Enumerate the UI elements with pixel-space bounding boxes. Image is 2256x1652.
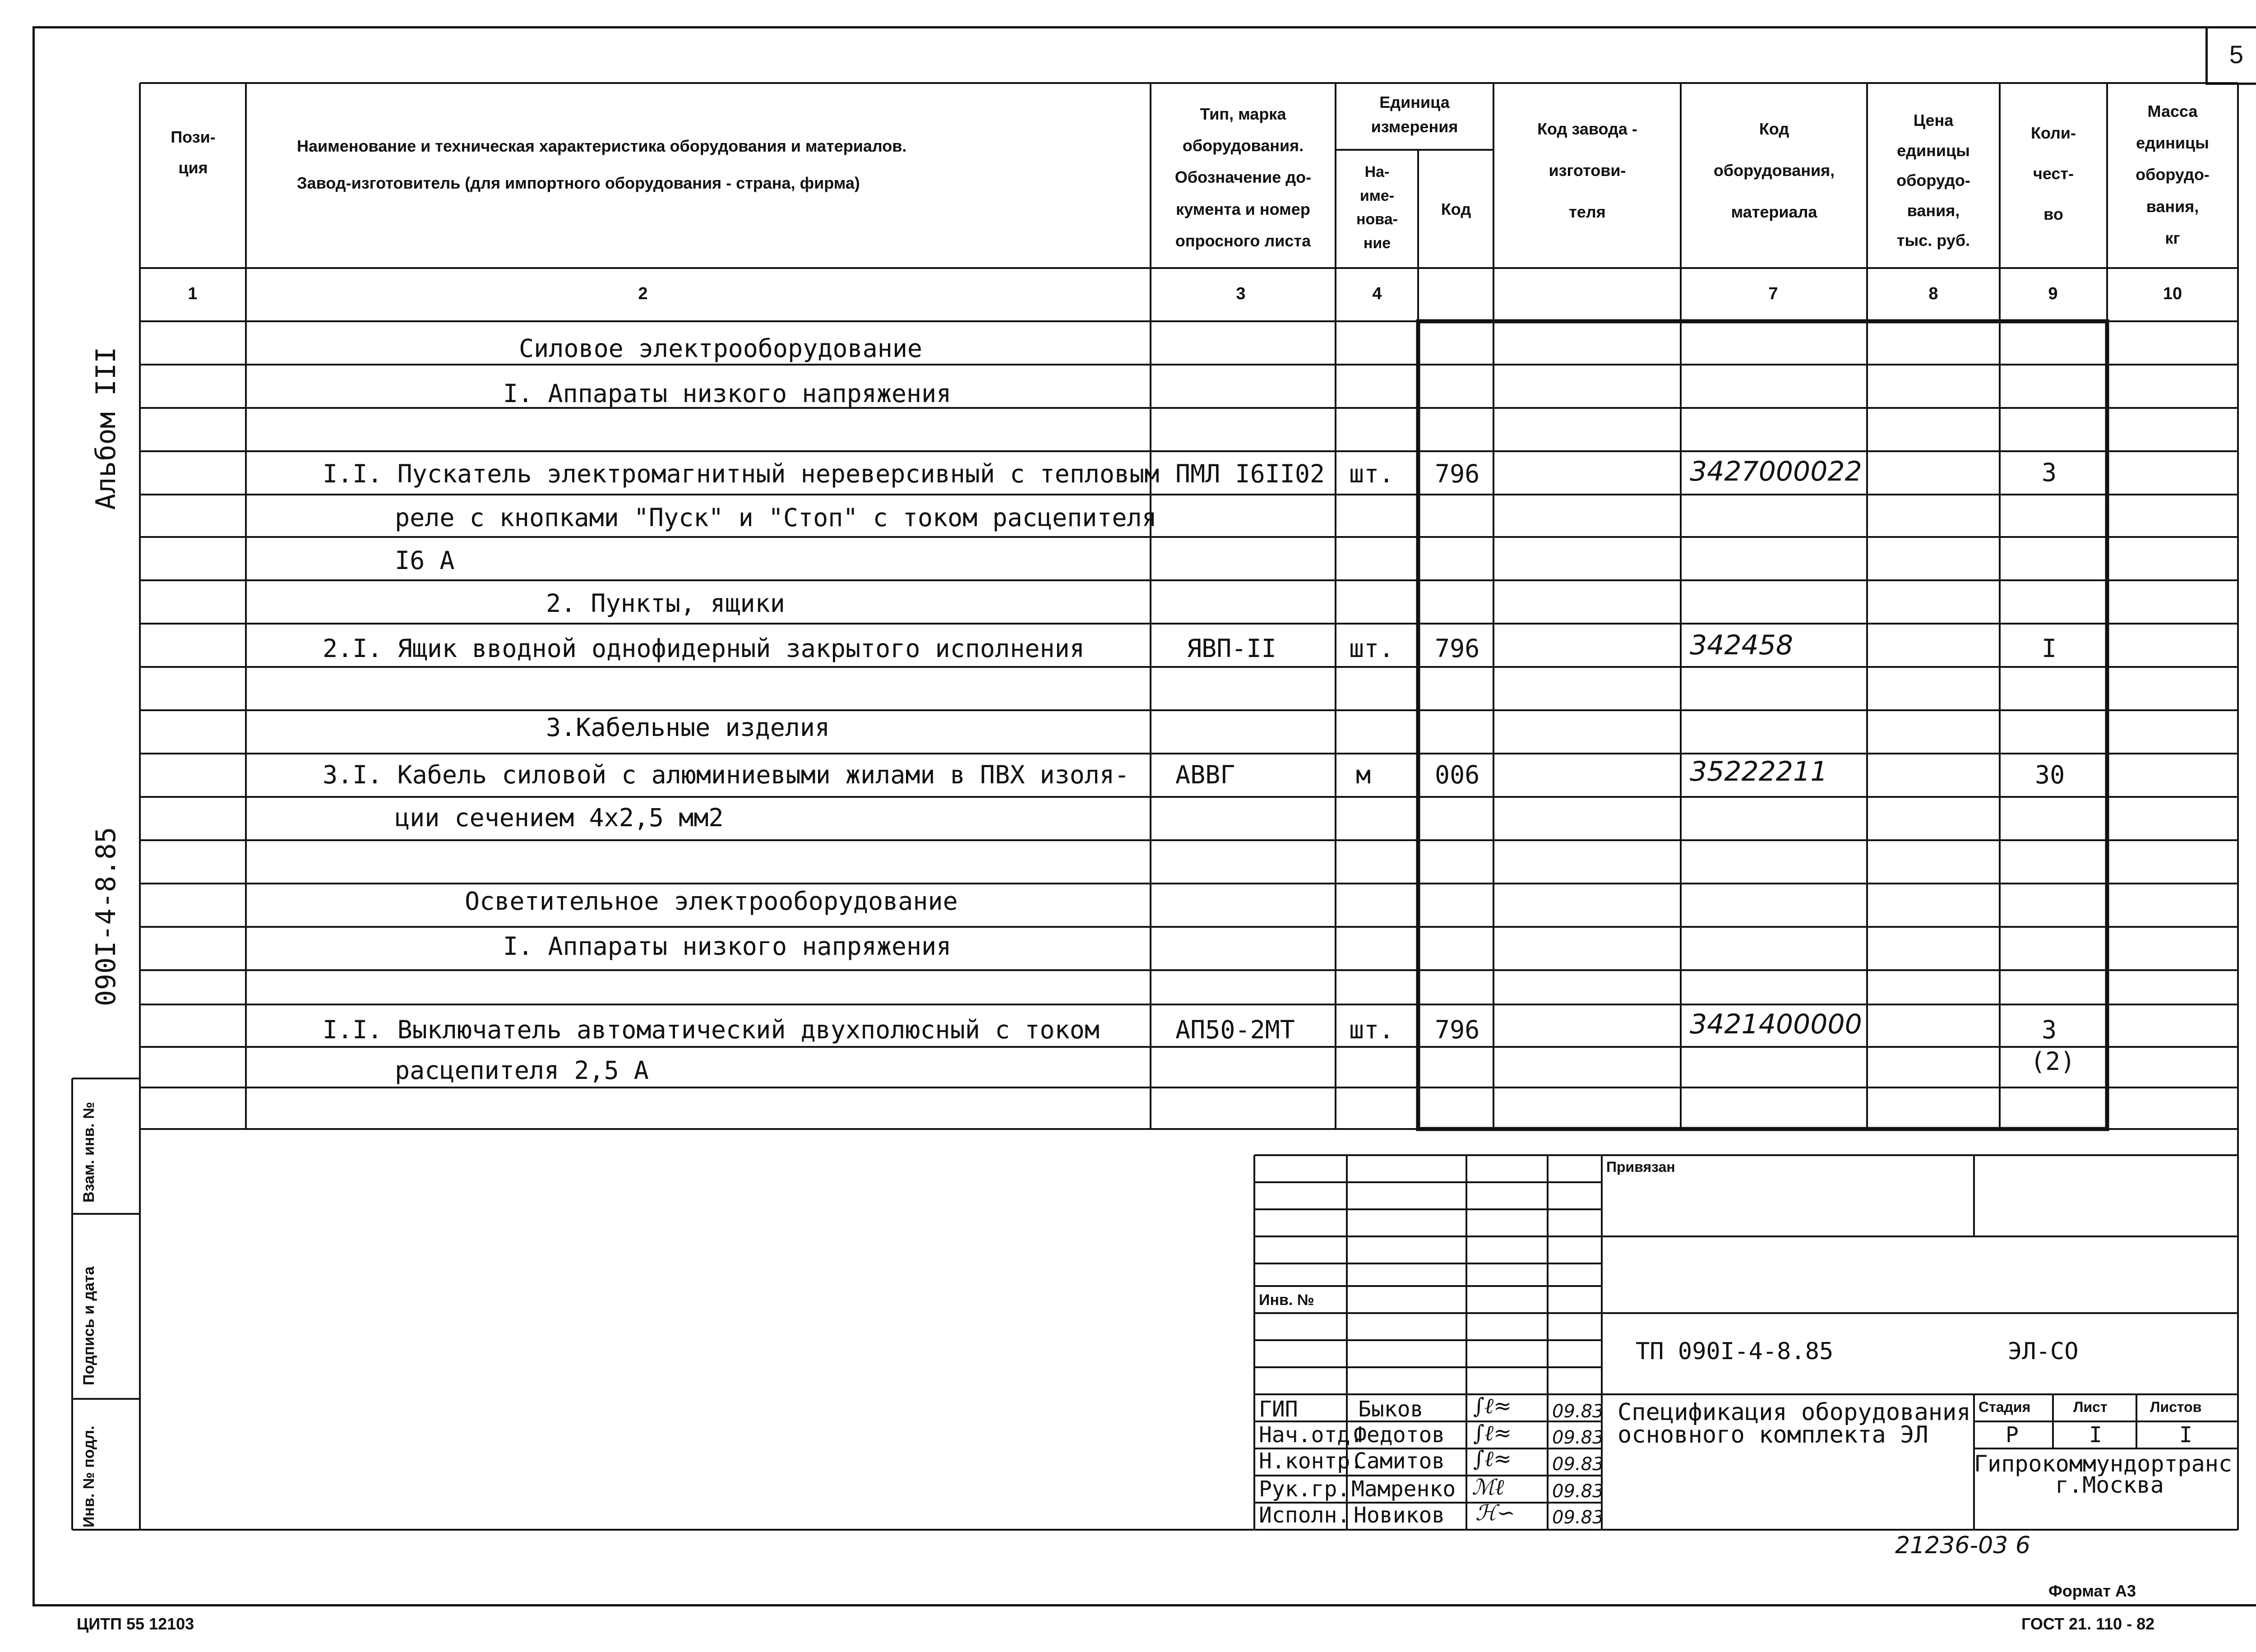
colnum-10: 10 bbox=[2163, 284, 2182, 303]
album-label: Альбом III bbox=[90, 347, 122, 510]
header-price-l4: вания, bbox=[1907, 201, 1960, 220]
header-mass-l5: кг bbox=[2165, 228, 2180, 247]
gost-label: ГОСТ 21. 110 - 82 bbox=[2021, 1615, 2155, 1633]
header-mass-l3: оборудо- bbox=[2136, 165, 2210, 184]
doc-title-l1: Спецификация оборудования bbox=[1618, 1399, 1971, 1426]
item-name-cont: расцепителя 2,5 А bbox=[395, 1056, 649, 1085]
colnum-2: 2 bbox=[638, 284, 648, 303]
section-title: Силовое электрооборудование bbox=[519, 334, 923, 363]
item-unit-code: 796 bbox=[1435, 1015, 1480, 1044]
date-2: 09.83 bbox=[1552, 1427, 1604, 1448]
item-qty: I bbox=[2042, 634, 2057, 663]
item-name-cont: ции сечением 4х2,5 мм2 bbox=[395, 803, 724, 832]
item-qty: 3 bbox=[2042, 1015, 2057, 1044]
header-mass bbox=[2108, 96, 2237, 254]
item-equip-code: 35222211 bbox=[1690, 756, 1828, 787]
item-equip-code: 342458 bbox=[1690, 629, 1794, 661]
item-qty: 3 bbox=[2042, 458, 2057, 487]
header-unit bbox=[1336, 90, 1493, 139]
header-unit-l1: Единица bbox=[1379, 93, 1450, 111]
item-unit: шт. bbox=[1349, 1015, 1394, 1044]
subsection-title: 3.Кабельные изделия bbox=[546, 713, 830, 742]
header-equip-l3: материала bbox=[1731, 202, 1817, 221]
section-title: Осветительное электрооборудование bbox=[465, 887, 958, 916]
item-type: АП50-2МТ bbox=[1175, 1015, 1295, 1044]
org-city: г.Москва bbox=[2055, 1472, 2164, 1498]
header-qty-l2: чест- bbox=[2033, 164, 2074, 183]
header-name bbox=[247, 131, 1150, 199]
header-factory-code bbox=[1494, 108, 1680, 232]
item-unit-code: 796 bbox=[1435, 459, 1480, 488]
sheets-value: I bbox=[2179, 1422, 2192, 1448]
side-doc-code: 090I-4-8.85 bbox=[90, 827, 122, 1006]
colnum-4: 4 bbox=[1372, 284, 1382, 303]
date-5: 09.83 bbox=[1552, 1507, 1604, 1528]
header-unit-code: Код bbox=[1441, 200, 1471, 218]
inv-no-label: Инв. № bbox=[1259, 1291, 1314, 1309]
item-type: ЯВП-II bbox=[1187, 634, 1276, 663]
sheet-value: I bbox=[2089, 1422, 2102, 1448]
stage-value: Р bbox=[2006, 1422, 2019, 1448]
header-price-l2: единицы bbox=[1897, 141, 1970, 160]
colnum-7: 7 bbox=[1768, 284, 1778, 303]
header-position bbox=[141, 122, 245, 184]
header-equip-l1: Код bbox=[1759, 120, 1789, 138]
format-label: Формат А3 bbox=[2048, 1582, 2136, 1600]
item-unit-code: 796 bbox=[1435, 634, 1480, 663]
signature-icon: ℳℓ bbox=[1472, 1475, 1504, 1500]
header-equip-code bbox=[1682, 108, 1867, 232]
subsection-title: 2. Пункты, ящики bbox=[546, 589, 785, 618]
header-type-l1: Тип, марка bbox=[1200, 105, 1286, 123]
header-name-l1: Наименование и техническая характеристика оборудования и материалов. bbox=[297, 137, 907, 155]
role-nach-otd: Нач.отд. bbox=[1259, 1422, 1364, 1448]
item-unit: м bbox=[1356, 760, 1371, 789]
side-podpis: Подпись и дата bbox=[80, 1266, 97, 1385]
item-unit: шт. bbox=[1349, 459, 1394, 488]
header-unit-name bbox=[1336, 160, 1418, 255]
header-price-l5: тыс. руб. bbox=[1896, 231, 1970, 250]
colnum-8: 8 bbox=[1928, 284, 1938, 303]
doc-title-l2: основного комплекта ЭЛ bbox=[1618, 1421, 1928, 1448]
header-qty bbox=[2001, 113, 2106, 235]
header-factory-l1: Код завода - bbox=[1537, 120, 1637, 138]
date-1: 09.83 bbox=[1552, 1401, 1604, 1422]
header-price-l1: Цена bbox=[1913, 111, 1954, 130]
mark-code: ЭЛ-СО bbox=[2008, 1338, 2079, 1365]
name-fedotov: Федотов bbox=[1354, 1422, 1445, 1448]
tp-code: ТП 090I-4-8.85 bbox=[1636, 1338, 1834, 1365]
header-type-l4: кумента и номер bbox=[1176, 199, 1310, 218]
privyazan-label: Привязан bbox=[1606, 1159, 1675, 1175]
header-unit-name-l4: ние bbox=[1363, 235, 1391, 252]
name-novikov: Новиков bbox=[1354, 1503, 1445, 1528]
header-mass-l2: единицы bbox=[2136, 134, 2209, 153]
header-equip-l2: оборудования, bbox=[1713, 161, 1835, 180]
header-price-l3: оборудо- bbox=[1896, 171, 1970, 190]
item-equip-code: 3427000022 bbox=[1690, 456, 1862, 487]
sheets-header: Листов bbox=[2150, 1399, 2202, 1415]
item-name: 3.I. Кабель силовой с алюминиевыми жилами в ПВХ изоля- bbox=[323, 760, 1130, 789]
header-factory-l2: изготови- bbox=[1549, 161, 1626, 180]
bottom-left-code: ЦИТП 55 12103 bbox=[77, 1615, 194, 1633]
item-qty: 30 bbox=[2035, 760, 2065, 789]
header-mass-l4: вания, bbox=[2146, 197, 2199, 216]
item-equip-code: 3421400000 bbox=[1690, 1009, 1862, 1040]
signature-icon: ∫ℓ≈ bbox=[1473, 1446, 1512, 1472]
page-number: 5 bbox=[2205, 26, 2256, 85]
item-name: 2.I. Ящик вводной однофидерный закрытого исполнения bbox=[323, 634, 1085, 663]
colnum-1: 1 bbox=[188, 284, 198, 303]
item-type: АВВГ bbox=[1175, 760, 1235, 789]
name-mamrenko: Мамренко bbox=[1351, 1476, 1456, 1502]
role-ruk-gr: Рук.гр. bbox=[1259, 1476, 1350, 1502]
side-inv-podl: Инв. № подл. bbox=[80, 1425, 97, 1527]
header-type-l5: опросного листа bbox=[1175, 231, 1311, 250]
item-name: I.I. Выключатель автоматический двухполюсный с током bbox=[323, 1015, 1100, 1044]
header-type-l3: Обозначение до- bbox=[1174, 168, 1312, 187]
signature-icon: ∫ℓ≈ bbox=[1473, 1393, 1512, 1419]
header-type-l2: оборудования. bbox=[1182, 136, 1304, 155]
role-ispoln: Исполн. bbox=[1259, 1503, 1350, 1528]
item-unit: шт. bbox=[1349, 634, 1394, 663]
date-4: 09.83 bbox=[1552, 1481, 1604, 1502]
role-n-kontr: Н.контр. bbox=[1259, 1448, 1364, 1474]
name-samitov: Самитов bbox=[1354, 1448, 1445, 1474]
item-name-cont: I6 A bbox=[395, 546, 455, 575]
item-type: ПМЛ I6II02 bbox=[1175, 459, 1325, 488]
item-name-cont: реле с кнопками "Пуск" и "Стоп" с током расцепителя bbox=[395, 503, 1157, 532]
signature-icon: ℋ∽ bbox=[1475, 1500, 1515, 1526]
header-mass-l1: Масса bbox=[2147, 102, 2198, 120]
archive-number: 21236-03 6 bbox=[1895, 1532, 2030, 1559]
header-type bbox=[1151, 98, 1335, 257]
header-unit-name-l3: нова- bbox=[1356, 211, 1398, 228]
header-qty-l1: Коли- bbox=[2030, 124, 2076, 142]
item-name: I.I. Пускатель электромагнитный нереверсивный с тепловым bbox=[323, 459, 1160, 488]
header-factory-l3: теля bbox=[1569, 202, 1606, 221]
header-name-l2: Завод-изготовитель (для импортного оборудования - страна, фирма) bbox=[297, 174, 860, 193]
item-unit-code: 006 bbox=[1435, 760, 1480, 789]
colnum-3: 3 bbox=[1236, 284, 1246, 303]
header-unit-name-l2: име- bbox=[1359, 187, 1395, 204]
role-gip: ГИП bbox=[1259, 1397, 1298, 1422]
header-unit-l2: измерения bbox=[1371, 117, 1458, 136]
name-bykov: Быков bbox=[1358, 1397, 1424, 1422]
subsection-title: I. Аппараты низкого напряжения bbox=[503, 379, 952, 408]
header-price bbox=[1868, 106, 1999, 256]
side-vzam: Взам. инв. № bbox=[80, 1101, 97, 1203]
subsection-title: I. Аппараты низкого напряжения bbox=[503, 932, 952, 961]
org-name: Гипрокоммундортранс bbox=[1974, 1451, 2232, 1477]
sheet-header: Лист bbox=[2073, 1399, 2108, 1415]
header-position-l1: Пози- bbox=[171, 128, 216, 146]
header-qty-l3: во bbox=[2043, 205, 2063, 223]
header-position-l2: ция bbox=[178, 158, 208, 177]
stage-header: Стадия bbox=[1979, 1399, 2031, 1415]
item-qty-alt: (2) bbox=[2030, 1047, 2076, 1076]
signature-icon: ∫ℓ≈ bbox=[1473, 1421, 1512, 1446]
date-3: 09.83 bbox=[1552, 1454, 1604, 1475]
header-unit-name-l1: На- bbox=[1364, 163, 1390, 180]
colnum-9: 9 bbox=[2048, 284, 2058, 303]
